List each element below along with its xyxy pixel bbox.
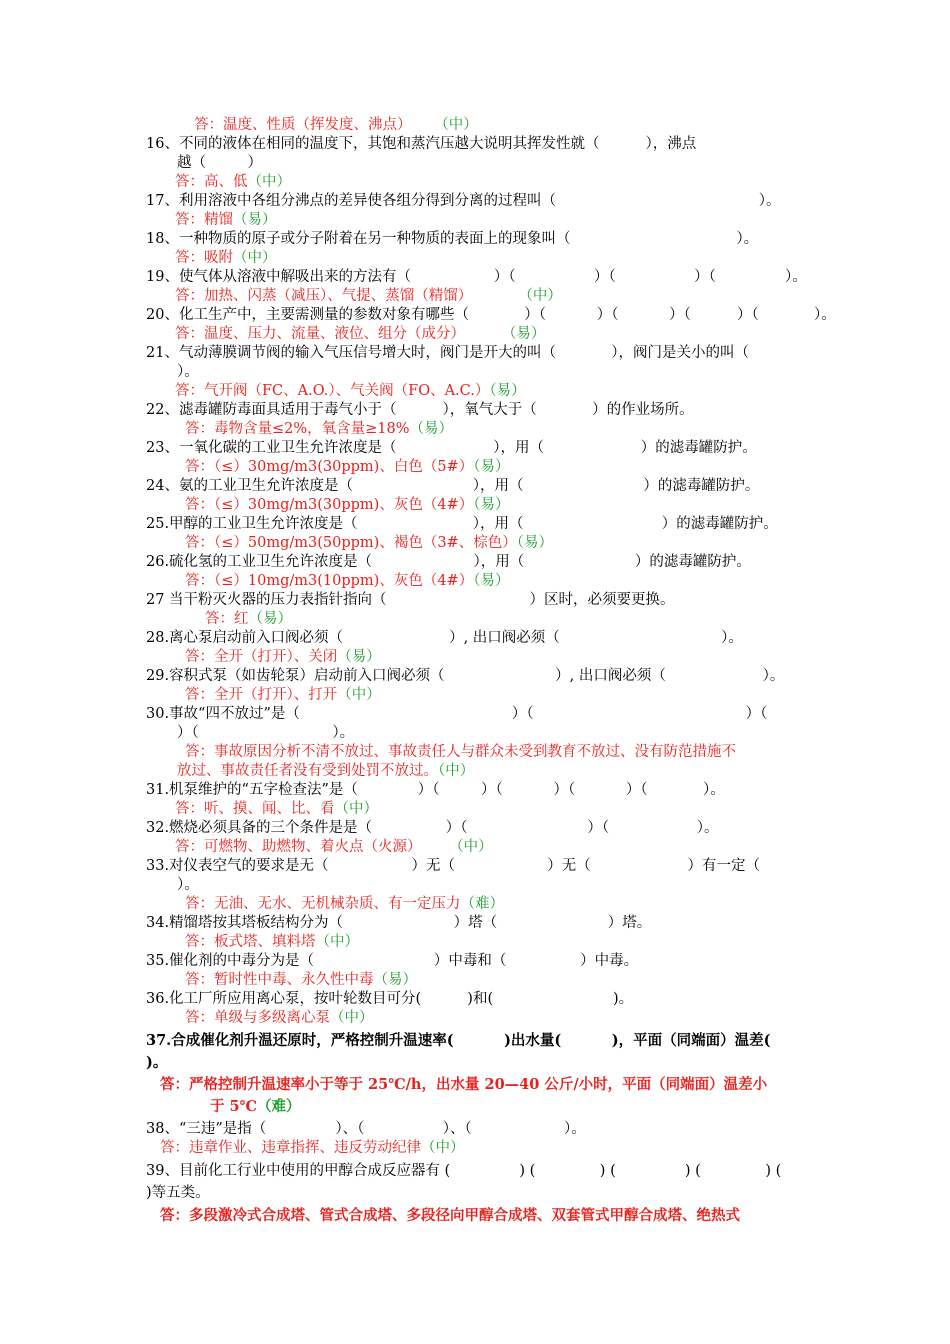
answer-line: 答：精馏（易） [175, 212, 277, 228]
answer-line: 答：无油、无水、无机械杂质、有一定压力（难） [185, 896, 504, 912]
answer-line: 答：事故原因分析不清不放过、事故责任人与群众未受到教育不放过、没有防范措施不 [185, 744, 736, 760]
answer-line: 答：（≤）10mg/m3(10ppm)、灰色（4#）（易） [185, 573, 510, 589]
answer-line: 答：全开（打开）、打开（中） [185, 687, 381, 703]
question-38: 38、“三违”是指（ ）、（ ）、（ ）。 [146, 1121, 586, 1137]
answer-line-cont: 放过、事故责任者没有受到处罚不放过。（中） [177, 763, 475, 779]
question-22: 22、滤毒罐防毒面具适用于毒气小于（ ），氧气大于（ ）的作业场所。 [146, 402, 694, 418]
question-19: 19、使气体从溶液中解吸出来的方法有（ ）（ ）（ ）（ ）。 [146, 269, 807, 285]
answer-line: 答：高、低（中） [175, 174, 291, 190]
answer-line: 答：（≤）50mg/m3(50ppm)、褐色（3#、棕色）（易） [185, 535, 553, 551]
question-31: 31.机泵维护的“五字检查法”是（ ）（ ）（ ）（ ）（ ）。 [146, 782, 725, 798]
question-18: 18、一种物质的原子或分子附着在另一种物质的表面上的现象叫（ ）。 [146, 231, 759, 247]
question-20: 20、化工生产中，主要需测量的参数对象有哪些（ ）（ ）（ ）（ ）（ ）。 [146, 307, 836, 323]
question-25: 25.甲醇的工业卫生允许浓度是（ ），用（ ）的滤毒罐防护。 [146, 516, 778, 532]
question-32: 32.燃烧必须具备的三个条件是是（ ）（ ）（ ）。 [146, 820, 719, 836]
answer-line: 答：加热、闪蒸（减压）、气提、蒸馏（精馏） （中） [175, 288, 562, 304]
question-17: 17、利用溶液中各组分沸点的差异使各组分得到分离的过程叫（ ）。 [146, 193, 781, 209]
answer-line: 答：温度、性质（挥发度、沸点） （中） [194, 117, 478, 133]
answer-line: 答：红（易） [205, 611, 292, 627]
question-37: 37.合成催化剂升温还原时，严格控制升温速率( )出水量( )，平面（同端面）温差( [146, 1032, 771, 1049]
question-33: 33.对仪表空气的要求是无（ ）无（ ）无（ ）有一定（ [146, 858, 760, 874]
answer-line: 答：听、摸、闻、比、看（中） [175, 801, 378, 817]
question-26: 26.硫化氢的工业卫生允许浓度是（ ），用（ ）的滤毒罐防护。 [146, 554, 751, 570]
answer-line: 答：气开阀（FC、A.O.）、气关阀（FO、A.C.）（易） [175, 383, 526, 399]
question-27: 27 当干粉灭火器的压力表指针指向（ ）区时，必须要更换。 [146, 592, 675, 608]
question-23: 23、一氧化碳的工业卫生允许浓度是（ ），用（ ）的滤毒罐防护。 [146, 440, 757, 456]
question-34: 34.精馏塔按其塔板结构分为（ ）塔（ ）塔。 [146, 915, 652, 931]
question-39-cont: )等五类。 [146, 1185, 210, 1201]
question-28: 28.离心泵启动前入口阀必须（ ）, 出口阀必须（ ）。 [146, 630, 743, 646]
answer-line: 答：严格控制升温速率小于等于 25℃/h，出水量 20—40 公斤/小时，平面（同端面）温差小 [160, 1076, 768, 1093]
question-35: 35.催化剂的中毒分为是（ ）中毒和（ ）中毒。 [146, 953, 639, 969]
question-37-cont: )。 [146, 1054, 168, 1071]
answer-line: 答：违章作业、违章指挥、违反劳动纪律（中） [160, 1140, 465, 1156]
question-16: 16、不同的液体在相同的温度下，其饱和蒸汽压越大说明其挥发性就（ ），沸点 [146, 136, 697, 152]
question-39: 39、目前化工行业中使用的甲醇合成反应器有 ( ) ( ) ( ) ( ) ( [146, 1163, 782, 1179]
question-21-cont: ）。 [177, 364, 199, 380]
question-33-cont: ）。 [177, 877, 199, 893]
question-30-cont: ）（ ）。 [177, 725, 355, 741]
answer-line-cont: 于 5℃（难） [210, 1098, 301, 1115]
answer-line: 答：（≤）30mg/m3(30ppm)、白色（5#）（易） [185, 459, 510, 475]
answer-line: 答：（≤）30mg/m3(30ppm)、灰色（4#）（易） [185, 497, 510, 513]
question-24: 24、氨的工业卫生允许浓度是（ ），用（ ）的滤毒罐防护。 [146, 478, 760, 494]
answer-line: 答：可燃物、助燃物、着火点（火源） （中） [175, 839, 493, 855]
question-16-cont: 越（ ） [177, 155, 262, 171]
answer-line: 答：板式塔、填料塔（中） [185, 934, 359, 950]
answer-line: 答：全开（打开）、关闭（易） [185, 649, 381, 665]
question-29: 29.容积式泵（如齿轮泵）启动前入口阀必须（ ）, 出口阀必须（ ）。 [146, 668, 785, 684]
question-21: 21、气动薄膜调节阀的输入气压信号增大时，阀门是开大的叫（ ），阀门是关小的叫（ [146, 345, 750, 361]
answer-line: 答：毒物含量≤2%，氧含量≥18%（易） [185, 421, 454, 437]
answer-line: 答：吸附（中） [175, 250, 277, 266]
answer-line: 答：温度、压力、流量、液位、组分（成分） （易） [175, 326, 546, 342]
question-30: 30.事故“四不放过”是（ ）（ ）（ [146, 706, 768, 722]
answer-line: 答：多段激冷式合成塔、管式合成塔、多段径向甲醇合成塔、双套管式甲醇合成塔、绝热式 [160, 1207, 740, 1224]
question-36: 36.化工厂所应用离心泵，按叶轮数目可分( )和( )。 [146, 991, 634, 1007]
answer-line: 答：单级与多级离心泵（中） [185, 1010, 374, 1026]
answer-line: 答：暂时性中毒、永久性中毒（易） [185, 972, 417, 988]
